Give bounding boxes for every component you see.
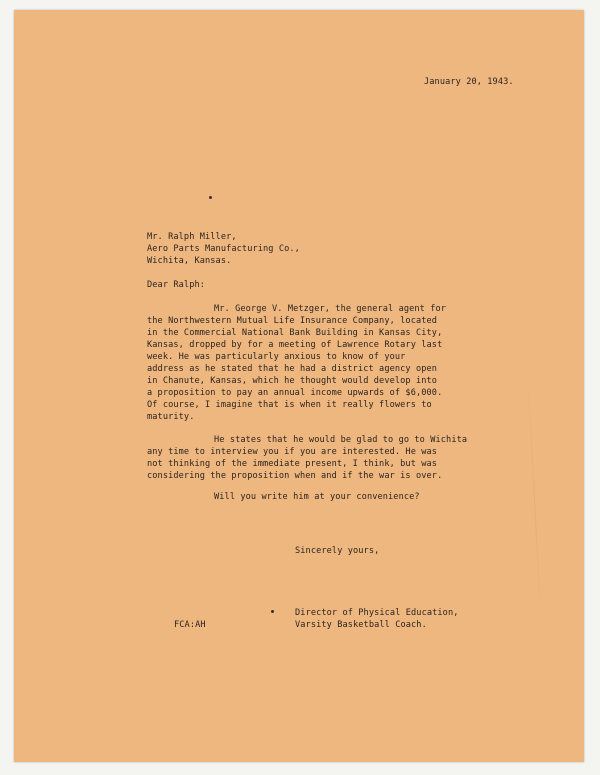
paragraph1-line: Of course, I imagine that is when it really flowers to [147, 400, 432, 410]
paragraph1-line: a proposition to pay an annual income upwards of $6,000. [147, 388, 443, 398]
paragraph2-line: not thinking of the immediate present, I think, but was [147, 459, 438, 469]
paragraph1-line: Mr. George V. Metzger, the general agent for [214, 304, 447, 314]
paragraph1-line: the Northwestern Mutual Life Insurance Company, located [147, 316, 438, 326]
paragraph2-line: considering the proposition when and if the war is over. [147, 471, 443, 481]
paragraph3: Will you write him at your convenience? [214, 492, 420, 502]
paragraph1-line: week. He was particularly anxious to know of your [147, 352, 406, 362]
paragraph2-line: He states that he would be glad to go to Wichita [214, 435, 468, 445]
ink-dot [209, 196, 212, 199]
typist-initials: FCA:AH [174, 620, 206, 630]
letter-page [14, 10, 584, 762]
paragraph1-line: in Chanute, Kansas, which he thought would develop into [147, 376, 438, 386]
recipient-line-1: Mr. Ralph Miller, [147, 232, 237, 242]
salutation: Dear Ralph: [147, 280, 206, 290]
ink-dot [271, 610, 274, 613]
signature-title-line-2: Varsity Basketball Coach. [295, 620, 427, 630]
closing: Sincerely yours, [295, 546, 380, 556]
letter-date: January 20, 1943. [424, 77, 514, 87]
signature-title-line-1: Director of Physical Education, [295, 608, 459, 618]
paragraph1-line: maturity. [147, 412, 195, 422]
recipient-line-2: Aero Parts Manufacturing Co., [147, 244, 300, 254]
paper-crease [527, 370, 542, 630]
paragraph1-line: address as he stated that he had a district agency open [147, 364, 438, 374]
paragraph1-line: Kansas, dropped by for a meeting of Lawrence Rotary last [147, 340, 443, 350]
paragraph1-line: in the Commercial National Bank Building in Kansas City, [147, 328, 443, 338]
paragraph2-line: any time to interview you if you are interested. He was [147, 447, 438, 457]
recipient-line-3: Wichita, Kansas. [147, 256, 232, 266]
